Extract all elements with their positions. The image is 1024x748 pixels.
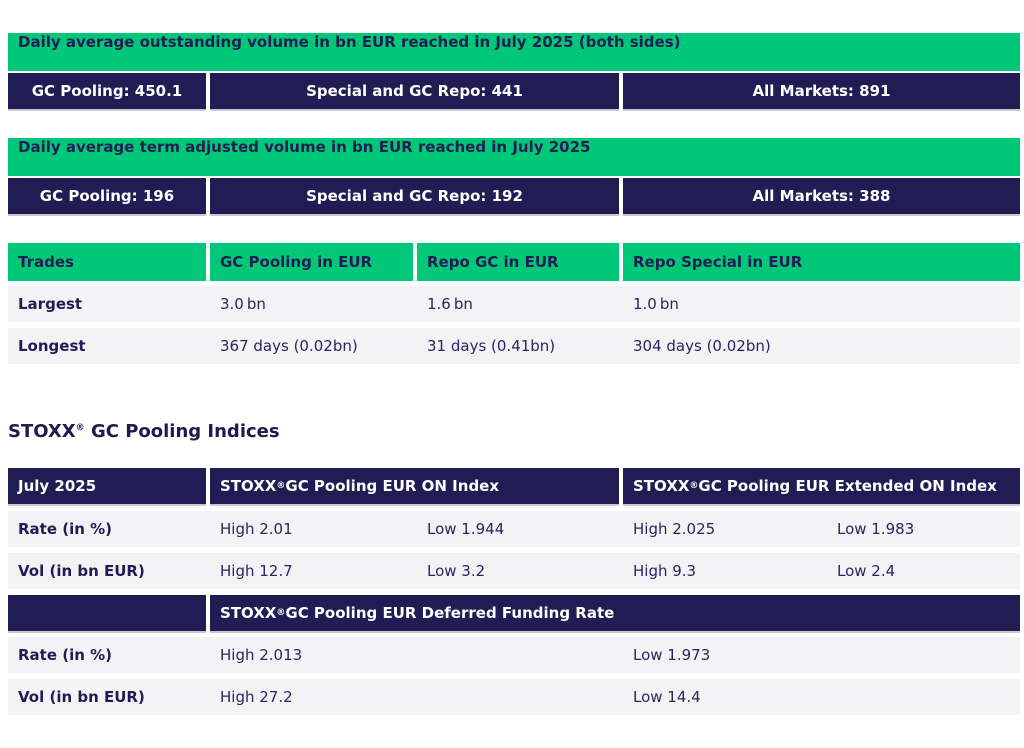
registered-trademark-icon: ®	[689, 480, 699, 491]
largest-label: Largest	[18, 295, 83, 313]
longest-repo-gc-value: 31 days (0.41bn)	[427, 337, 556, 355]
indices-row-rate	[8, 511, 1020, 547]
heading-brand: STOXX	[8, 421, 76, 442]
trades-table-header	[8, 243, 1020, 281]
registered-trademark-icon: ®	[276, 480, 286, 491]
ext-index-vol-high: High 9.3	[633, 562, 697, 580]
outstanding-volume-title: Daily average outstanding volume in bn EUR reached in July 2025 (both sides)	[18, 33, 681, 51]
largest-repo-gc-value: 1.6 bn	[427, 295, 473, 313]
trades-header-repo-gc: Repo GC in EUR	[417, 243, 619, 281]
deferred-rate-label: Rate (in %)	[18, 646, 113, 664]
deferred-row-rate	[8, 637, 1020, 673]
term-adjusted-gc-pooling-value: GC Pooling: 196	[8, 178, 206, 216]
ext-index-brand: STOXX	[633, 477, 690, 495]
indices-header-period: July 2025	[8, 468, 206, 506]
indices-section-heading	[8, 421, 280, 442]
indices-header-extended-on-index	[623, 468, 1020, 506]
on-index-rate-low: Low 1.944	[427, 520, 505, 538]
vol-label: Vol (in bn EUR)	[18, 562, 145, 580]
ext-index-rate-high: High 2.025	[633, 520, 716, 538]
deferred-brand: STOXX	[220, 604, 277, 622]
indices-row-vol	[8, 553, 1020, 589]
registered-trademark-icon: ®	[75, 423, 85, 433]
deferred-rest: GC Pooling EUR Deferred Funding Rate	[285, 604, 615, 622]
deferred-vol-low: Low 14.4	[633, 688, 701, 706]
indices-table-header	[8, 468, 1020, 506]
trades-row-largest	[8, 286, 1020, 322]
trades-header-gc-pooling: GC Pooling in EUR	[210, 243, 413, 281]
longest-gc-pooling-value: 367 days (0.02bn)	[220, 337, 358, 355]
ext-index-vol-low: Low 2.4	[837, 562, 896, 580]
largest-repo-special-value: 1.0 bn	[633, 295, 679, 313]
largest-gc-pooling-value: 3.0 bn	[220, 295, 266, 313]
outstanding-volume-values	[8, 73, 1020, 111]
on-index-rate-high: High 2.01	[220, 520, 293, 538]
ext-index-rest: GC Pooling EUR Extended ON Index	[698, 477, 997, 495]
registered-trademark-icon: ®	[276, 607, 286, 618]
ext-index-rate-low: Low 1.983	[837, 520, 915, 538]
outstanding-special-repo-value: Special and GC Repo: 441	[210, 73, 619, 111]
outstanding-volume-banner	[8, 33, 1020, 71]
longest-label: Longest	[18, 337, 86, 355]
on-index-vol-high: High 12.7	[220, 562, 293, 580]
deferred-vol-high: High 27.2	[220, 688, 293, 706]
deferred-header-title	[210, 595, 1020, 633]
trades-header-label: Trades	[8, 243, 206, 281]
rate-label: Rate (in %)	[18, 520, 113, 538]
trades-header-repo-special: Repo Special in EUR	[623, 243, 1020, 281]
outstanding-gc-pooling-value: GC Pooling: 450.1	[8, 73, 206, 111]
deferred-vol-label: Vol (in bn EUR)	[18, 688, 145, 706]
on-index-brand: STOXX	[220, 477, 277, 495]
deferred-row-vol	[8, 679, 1020, 715]
longest-repo-special-value: 304 days (0.02bn)	[633, 337, 771, 355]
term-adjusted-volume-title: Daily average term adjusted volume in bn EUR reached in July 2025	[18, 138, 591, 156]
term-adjusted-volume-banner	[8, 138, 1020, 176]
term-adjusted-special-repo-value: Special and GC Repo: 192	[210, 178, 619, 216]
heading-rest: GC Pooling Indices	[84, 421, 280, 442]
term-adjusted-all-markets-value: All Markets: 388	[623, 178, 1020, 216]
deferred-rate-high: High 2.013	[220, 646, 303, 664]
indices-header-on-index	[210, 468, 619, 506]
outstanding-all-markets-value: All Markets: 891	[623, 73, 1020, 111]
term-adjusted-volume-values	[8, 178, 1020, 216]
deferred-table-header	[8, 595, 1020, 633]
trades-row-longest	[8, 328, 1020, 364]
on-index-rest: GC Pooling EUR ON Index	[285, 477, 500, 495]
deferred-header-empty-cell	[8, 595, 206, 633]
on-index-vol-low: Low 3.2	[427, 562, 486, 580]
deferred-rate-low: Low 1.973	[633, 646, 711, 664]
